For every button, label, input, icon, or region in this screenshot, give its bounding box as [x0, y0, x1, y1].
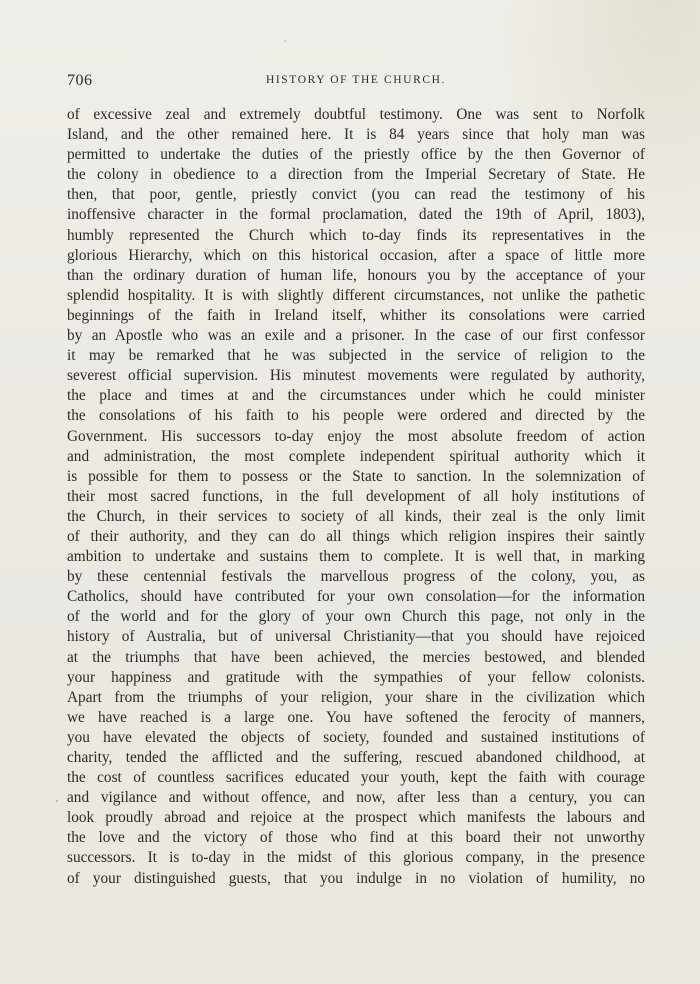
- text-line: successors. It is to-day in the midst of this glorious company, in the presence: [67, 849, 645, 867]
- text-line: glorious Hierarchy, which on this historical occasion, after a space of little more: [67, 246, 645, 264]
- text-line: beginnings of the faith in Ireland itself, whither its consolations were carried: [67, 306, 645, 324]
- text-line: by these centennial festivals the marvellous progress of the colony, you, as: [67, 568, 645, 586]
- paper-speck: [284, 40, 286, 42]
- text-line: the colony in obedience to a direction from the Imperial Secretary of State. He: [67, 166, 645, 184]
- text-line: charity, tended the afflicted and the suffering, rescued abandoned childhood, at: [67, 749, 645, 766]
- text-line: the love and the victory of those who find at this board their not unworthy: [67, 829, 645, 847]
- text-line: at the triumphs that have been achieved, the mercies bestowed, and blended: [67, 648, 645, 666]
- text-line: and administration, the most complete independent spiritual authority which it: [67, 447, 645, 465]
- text-line: the place and times at and the circumstances under which he could minister: [67, 387, 645, 405]
- text-line: permitted to undertake the duties of the priestly office by the then Governor of: [67, 146, 645, 164]
- text-line: look proudly abroad and rejoice at the prospect which manifests the labours and: [67, 809, 645, 827]
- text-line: severest official supervision. His minutest movements were regulated by authority,: [67, 367, 645, 385]
- text-line: Apart from the triumphs of your religion, your share in the civilization which: [67, 688, 645, 706]
- text-line: of excessive zeal and extremely doubtful testimony. One was sent to Norfolk: [67, 106, 645, 123]
- text-line: Government. His successors to-day enjoy the most absolute freedom of action: [67, 427, 645, 445]
- text-line: their most sacred functions, in the full development of all holy institutions of: [67, 487, 645, 505]
- text-line: and vigilance and without offence, and now, after less than a century, you can: [67, 789, 645, 807]
- text-line: Catholics, should have contributed for your own consolation—for the information: [67, 588, 645, 606]
- text-line: inoffensive character in the formal proclamation, dated the 19th of April, 1803),: [67, 206, 645, 224]
- text-line: then, that poor, gentle, priestly convict (you can read the testimony of his: [67, 186, 645, 204]
- running-head: HISTORY OF THE CHURCH.: [265, 74, 447, 86]
- text-line: than the ordinary duration of human life, honours you by the acceptance of your: [67, 266, 645, 284]
- text-line: it may be remarked that he was subjected in the service of religion to the: [67, 347, 645, 365]
- text-line: humbly represented the Church which to-day finds its representatives in the: [67, 226, 645, 244]
- text-line: you have elevated the objects of society, founded and sustained institutions of: [67, 728, 645, 746]
- page-header: [67, 72, 645, 94]
- text-line: the cost of countless sacrifices educated your youth, kept the faith with courage: [67, 769, 645, 787]
- text-line: we have reached is a large one. You have softened the ferocity of manners,: [67, 708, 645, 726]
- text-line: of their authority, and they can do all things which religion inspires their saintly: [67, 527, 645, 545]
- text-line: of the world and for the glory of your own Church this page, not only in the: [67, 608, 645, 626]
- text-line: is possible for them to possess or the State to sanction. In the solemnization of: [67, 467, 645, 485]
- text-line: by an Apostle who was an exile and a prisoner. In the case of our first confessor: [67, 327, 645, 345]
- text-line: the consolations of his faith to his people were ordered and directed by the: [67, 407, 645, 425]
- text-line: ambition to undertake and sustains them to complete. It is well that, in marking: [67, 548, 645, 566]
- text-line: splendid hospitality. It is with slightly different circumstances, not unlike the pathetic: [67, 286, 645, 304]
- text-line: your happiness and gratitude with the sympathies of your fellow colonists.: [67, 668, 645, 686]
- text-line: Island, and the other remained here. It is 84 years since that holy man was: [67, 126, 645, 144]
- text-line: of your distinguished guests, that you indulge in no violation of humility, no: [67, 869, 645, 887]
- text-line: history of Australia, but of universal Christianity—that you should have rejoiced: [67, 628, 645, 646]
- text-line: the Church, in their services to society of all kinds, their zeal is the only limit: [67, 507, 645, 525]
- paper-speck: [56, 800, 58, 802]
- page-number: 706: [67, 72, 93, 89]
- body-text: [67, 105, 645, 889]
